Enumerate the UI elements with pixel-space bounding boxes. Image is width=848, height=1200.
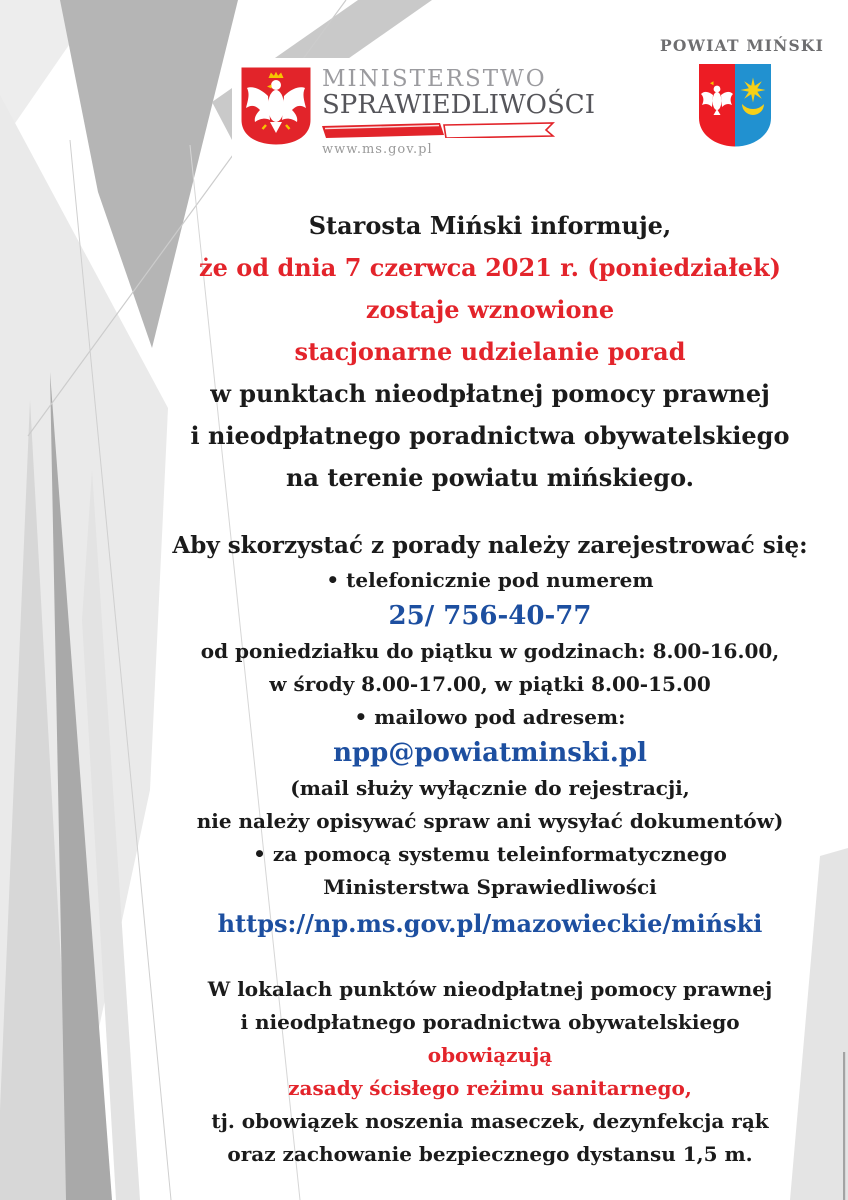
sanitary-line-4: zasady ścisłego reżimu sanitarnego, (288, 1076, 692, 1100)
system-label-1: • za pomocą systemu teleinformatycznego (253, 842, 727, 866)
powiat-minski-coat-of-arms-icon (697, 62, 773, 148)
intro-line-5: w punktach nieodpłatnej pomocy prawnej (210, 379, 770, 408)
intro-line-1: Starosta Miński informuje, (308, 211, 672, 240)
hours-line-2: w środy 8.00-17.00, w piątki 8.00-15.00 (269, 672, 711, 696)
ministry-title-line2: SPRAWIEDLIWOŚCI (322, 90, 595, 120)
registration-heading: Aby skorzystać z porady należy zarejestrować się: (172, 532, 808, 559)
email-address-link[interactable]: npp@powiatminski.pl (333, 738, 647, 768)
sanitary-line-6: oraz zachowanie bezpiecznego dystansu 1,5 m. (227, 1142, 753, 1166)
phone-number[interactable]: 25/ 756-40-77 (388, 601, 592, 631)
ministry-title-line1: MINISTERSTWO (322, 66, 547, 92)
powiat-label: POWIAT MIŃSKI (660, 36, 825, 55)
email-label: • mailowo pod adresem: (354, 705, 626, 729)
intro-line-7: na terenie powiatu mińskiego. (285, 463, 695, 492)
ministry-website: www.ms.gov.pl (322, 142, 433, 157)
sanitary-line-5: tj. obowiązek noszenia maseczek, dezynfekcja rąk (211, 1109, 769, 1133)
email-note-2: nie należy opisywać spraw ani wysyłać dokumentów) (196, 809, 784, 833)
powiat-header (660, 36, 825, 152)
ministry-logo (232, 58, 595, 158)
red-ribbon-icon (322, 122, 556, 138)
intro-line-4: stacjonarne udzielanie porad (294, 337, 686, 366)
system-url-link[interactable]: https://np.ms.gov.pl/mazowieckie/miński (217, 909, 763, 938)
email-note-1: (mail służy wyłącznie do rejestracji, (290, 776, 690, 800)
phone-label: • telefonicznie pod numerem (326, 568, 654, 592)
sanitary-line-3: obowiązują (427, 1043, 553, 1067)
hours-line-1: od poniedziałku do piątku w godzinach: 8.00-16.00, (200, 639, 780, 663)
system-label-2: Ministerstwa Sprawiedliwości (323, 875, 657, 899)
intro-line-6: i nieodpłatnego poradnictwa obywatelskiego (190, 421, 790, 450)
intro-line-2: że od dnia 7 czerwca 2021 r. (poniedziałek) (199, 253, 781, 282)
intro-line-3: zostaje wznowione (365, 295, 615, 324)
sanitary-line-1: W lokalach punktów nieodpłatnej pomocy prawnej (207, 977, 773, 1001)
announcement-body (132, 205, 848, 1171)
polish-eagle-emblem-icon (240, 66, 312, 146)
sanitary-line-2: i nieodpłatnego poradnictwa obywatelskiego (240, 1010, 740, 1034)
